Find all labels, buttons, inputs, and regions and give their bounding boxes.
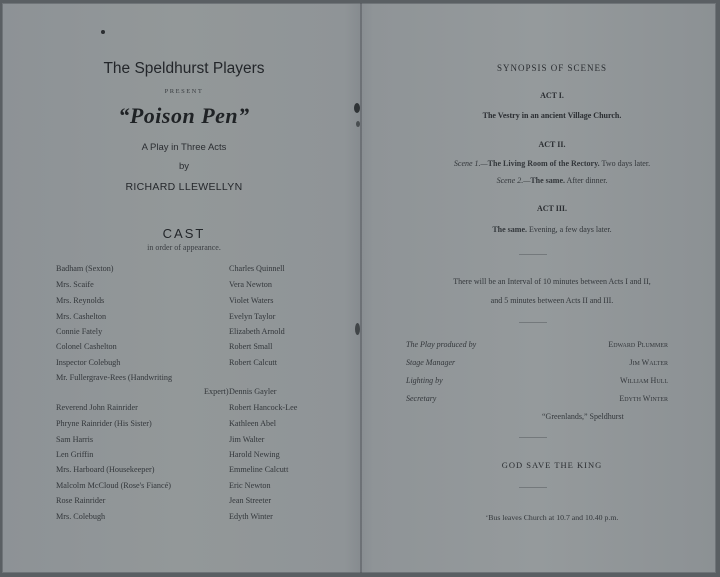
cast-row xyxy=(56,465,316,479)
programme-sheet xyxy=(2,3,716,573)
cast-actor: Dennis Gayler xyxy=(229,387,277,396)
scene-time: Two days later. xyxy=(599,159,651,168)
cast-role: Connie Fately xyxy=(56,327,103,336)
act-2-heading: ACT II. xyxy=(538,140,566,149)
act-3-heading: ACT III. xyxy=(536,204,568,213)
cast-role: Mrs. Scaife xyxy=(56,280,94,289)
cast-actor: Evelyn Taylor xyxy=(229,312,276,321)
address: “Greenlands,” Speldhurst xyxy=(542,412,624,421)
credit-name: Jim Walter xyxy=(629,358,668,367)
credit-label: The Play produced by xyxy=(406,340,477,349)
cast-role: Mrs. Harboard (Housekeeper) xyxy=(56,465,155,474)
cast-actor: Robert Calcutt xyxy=(229,358,277,367)
cast-row xyxy=(56,312,316,326)
cast-row xyxy=(56,403,316,417)
cast-actor: Kathleen Abel xyxy=(229,419,277,428)
cast-row xyxy=(56,280,316,294)
cast-actor: Charles Quinnell xyxy=(229,264,285,273)
anthem-line: GOD SAVE THE KING xyxy=(501,460,603,470)
scene-time: Evening, a few days later. xyxy=(527,225,612,234)
act-3-scene xyxy=(382,225,720,234)
present-label: PRESENT xyxy=(164,88,204,95)
cast-subheading: in order of appearance. xyxy=(147,243,221,252)
cast-row xyxy=(56,435,316,449)
author-name: RICHARD LLEWELLYN xyxy=(125,181,243,193)
cast-row xyxy=(56,387,316,401)
cast-actor: Violet Waters xyxy=(229,296,274,305)
scene-place: The same. xyxy=(492,225,528,234)
play-title: “Poison Pen” xyxy=(118,103,250,128)
fold-stain xyxy=(356,121,360,127)
cast-actor: Robert Hancock-Lee xyxy=(229,403,298,412)
cast-row xyxy=(56,342,316,356)
cast-role: Mrs. Reynolds xyxy=(56,296,105,305)
credit-row xyxy=(406,394,668,408)
cast-role: Badham (Sexton) xyxy=(56,264,114,273)
credit-name: Edward Plummer xyxy=(608,340,668,349)
cast-row xyxy=(56,481,316,495)
interval-note-1: There will be an Interval of 10 minutes between Acts I and II, xyxy=(453,277,651,286)
cast-row xyxy=(56,450,316,464)
credit-name: Edyth Winter xyxy=(619,394,668,403)
scene-time: After dinner. xyxy=(565,176,608,185)
credit-label: Stage Manager xyxy=(406,358,456,367)
cast-actor: Robert Small xyxy=(229,342,273,351)
cast-row xyxy=(56,327,316,341)
credit-row xyxy=(406,340,668,354)
act-2-scene-2 xyxy=(382,176,720,185)
cast-row xyxy=(56,264,316,278)
credit-row xyxy=(406,376,668,390)
fold-stain xyxy=(354,103,360,113)
act-2-scene-1 xyxy=(382,159,720,168)
scene-place: The same. xyxy=(530,176,565,185)
cast-heading: CAST xyxy=(162,226,206,241)
company-name: The Speldhurst Players xyxy=(103,60,265,77)
cast-row xyxy=(56,373,316,387)
act-1-heading: ACT I. xyxy=(540,91,564,100)
cast-role: Inspector Colebugh xyxy=(56,358,121,367)
scene-label: Scene 2.— xyxy=(496,176,531,185)
cast-row xyxy=(56,496,316,510)
synopsis-heading: SYNOPSIS OF SCENES xyxy=(496,63,608,73)
cast-row xyxy=(56,358,316,372)
cast-actor: Eric Newton xyxy=(229,481,271,490)
cast-role: Reverend John Rainrider xyxy=(56,403,138,412)
cast-row xyxy=(56,419,316,433)
scene-place: The Living Room of the Rectory. xyxy=(487,159,600,168)
cast-role-continued: Expert) xyxy=(204,387,229,396)
cast-row xyxy=(56,512,316,526)
divider xyxy=(519,437,547,438)
cast-role: Colonel Cashelton xyxy=(56,342,117,351)
cast-role: Len Griffin xyxy=(56,450,94,459)
ink-dot xyxy=(101,30,105,34)
cast-role: Rose Rainrider xyxy=(56,496,106,505)
cast-actor: Harold Newing xyxy=(229,450,280,459)
divider xyxy=(519,322,547,323)
cast-role: Mrs. Cashelton xyxy=(56,312,107,321)
divider xyxy=(519,254,547,255)
act-1-scene: The Vestry in an ancient Village Church. xyxy=(482,111,622,120)
fold-stain xyxy=(355,323,360,335)
cast-role: Mrs. Colebugh xyxy=(56,512,106,521)
credit-row xyxy=(406,358,668,372)
cast-actor: Emmeline Calcutt xyxy=(229,465,289,474)
cast-actor: Elizabeth Arnold xyxy=(229,327,285,336)
cast-actor: Edyth Winter xyxy=(229,512,273,521)
bus-note: ‘Bus leaves Church at 10.7 and 10.40 p.m. xyxy=(485,513,619,522)
credit-name: William Hull xyxy=(620,376,668,385)
interval-note-2: and 5 minutes between Acts II and III. xyxy=(490,296,614,305)
cast-role: Phryne Rainrider (His Sister) xyxy=(56,419,152,428)
cast-actor: Vera Newton xyxy=(229,280,272,289)
cast-role: Malcolm McCloud (Rose's Fiancé) xyxy=(56,481,171,490)
center-fold xyxy=(360,3,362,573)
scene-label: Scene 1.— xyxy=(453,159,488,168)
by-label: by xyxy=(178,161,190,172)
cast-actor: Jean Streeter xyxy=(229,496,272,505)
credit-label: Lighting by xyxy=(406,376,443,385)
cast-role: Sam Harris xyxy=(56,435,94,444)
cast-actor: Jim Walter xyxy=(229,435,265,444)
cast-row xyxy=(56,296,316,310)
cast-role: Mr. Fullergrave-Rees (Handwriting xyxy=(56,373,173,382)
credit-label: Secretary xyxy=(406,394,437,403)
divider xyxy=(519,487,547,488)
play-subtitle: A Play in Three Acts xyxy=(141,142,227,153)
